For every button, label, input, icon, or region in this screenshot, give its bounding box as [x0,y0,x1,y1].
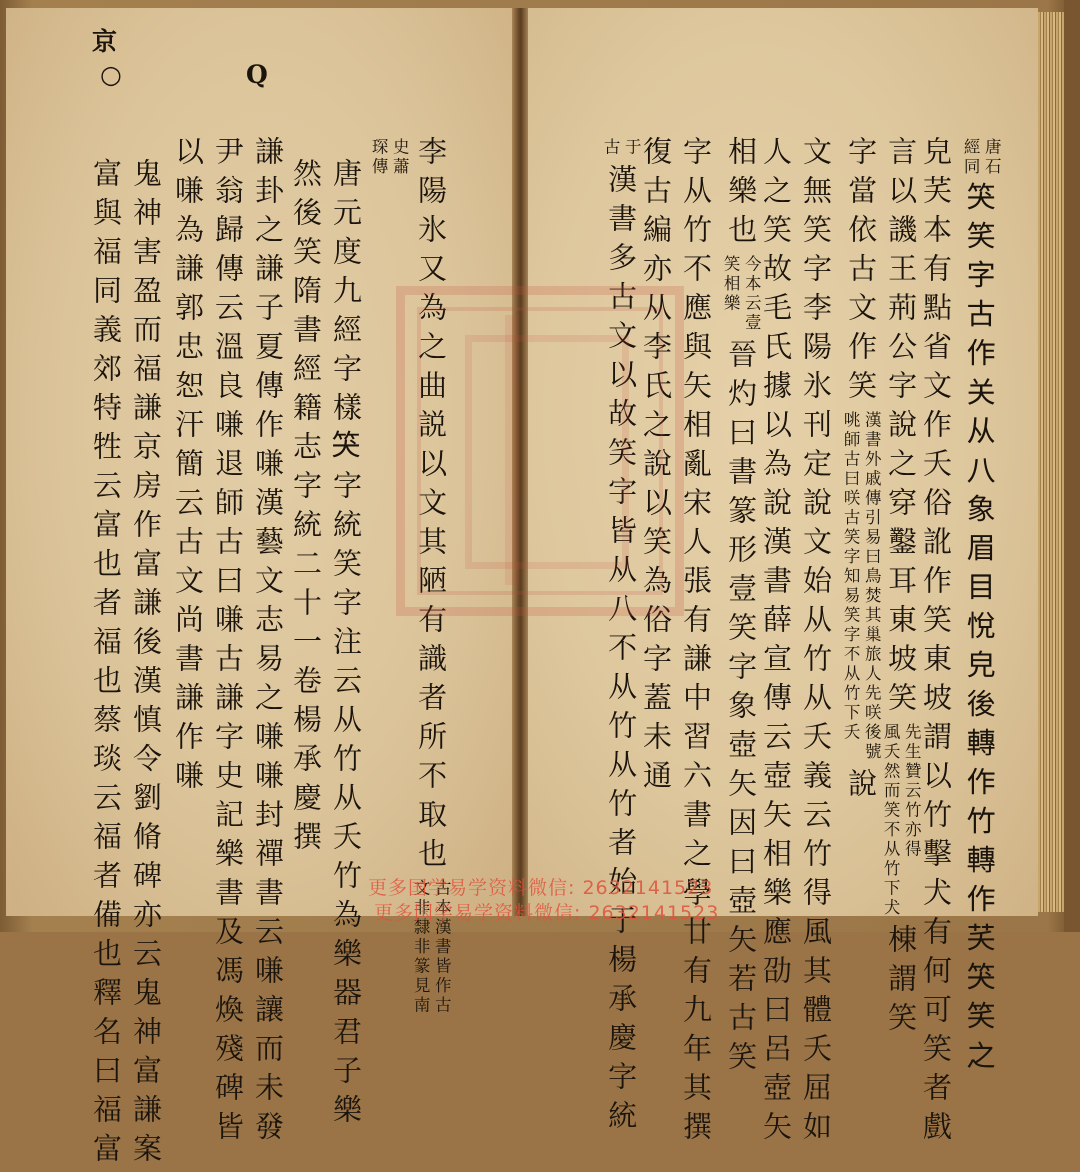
right-column-4 [841,136,880,807]
annotation-line: 咷師古曰咲古笑字知易笑字不从竹下夭 [841,411,861,743]
left-column-4 [289,158,323,860]
left-column-9 [89,158,123,1172]
margin-mark-1: 京 [92,27,118,56]
main-text: 𥬇笑字古作关从八象眉目悅皃後轉作竹轉作芺𥬇笑之 [964,183,999,1080]
right-column-5 [799,136,833,1150]
main-text: 鬼神害盈而福謙京房作富謙後漢慎令劉脩碑亦云鬼神富謙案 [129,158,163,1172]
faded-seal-stamp [396,286,684,616]
annotation-line: 文非隸非篆見南 [411,879,431,1016]
main-text: 以嗛為謙郭忠恕汗簡云古文尚書謙作嗛 [171,136,205,799]
edge-shadow [1064,0,1080,932]
right-column-3 [881,136,920,1041]
annotation-note [601,138,640,158]
right-column-1 [961,136,1000,1080]
main-text: 漢書多古文以故笑字皆从八不从竹从竹者始于楊承慶字統 [604,163,639,1139]
annotation-note [961,138,1000,177]
main-text: 棟謂笑 [884,924,919,1041]
left-column-8 [129,158,163,1172]
annotation-line: 今本云壹 [742,255,762,333]
annotation-line: 于 [622,138,642,158]
right-column-6 [759,136,793,1150]
annotation-line: 經同 [961,138,981,177]
left-column-2 [369,136,408,183]
watermark-line-2: 更多国学易学资料微信: 2632141523 [374,902,720,924]
main-text: 唐元度九經字樣𥬇字統笑字注云从竹从夭竹為樂器君子樂 [329,158,363,1133]
right-column-7 [721,136,760,1080]
right-column-2 [919,136,953,1150]
main-text: 人之笑故毛氏據以為說漢書薛宣傳云壺矢相樂應劭曰呂壺矢 [759,136,793,1150]
main-text: 尹翁歸傳云溫良嗛退師古曰嗛古謙字史記樂書及馮煥殘碑皆 [211,136,245,1150]
annotation-note [841,411,880,762]
annotation-note [721,255,760,333]
annotation-line: 漢書外戚傳引易曰鳥焚其巢旅人先咲後號 [862,411,882,762]
margin-mark-2: ○ [100,60,122,89]
left-column-6 [211,136,245,1150]
left-column-3 [329,158,363,1133]
main-text: 言以譏王荊公字說之穿鑿耳東坡笑 [884,136,919,721]
main-text: 謙卦之謙子夏傳作嗛漢藝文志易之嗛嗛封禪書云嗛讓而未發 [251,136,285,1150]
annotation-note [369,138,408,177]
left-column-7 [171,136,205,799]
annotation-line: 先生贊云竹亦得 [902,723,922,860]
annotation-line: 風夭然而笑不从竹下犬 [881,723,901,918]
annotation-line: 史蕭 [390,138,410,177]
main-text: 富與福同義郊特牲云富也者福也蔡琰云福者備也釋名曰福富 [89,158,123,1172]
main-text: 皃芺本有點省文作夭俗訛作笑東坡謂以竹擊犬有何可笑者戲 [919,136,953,1150]
main-text: 然後笑隋書經籍志字統二十一卷楊承慶撰 [289,158,323,860]
left-column-5 [251,136,285,1150]
annotation-line: 琛傳 [369,138,389,177]
annotation-line: 唐石 [982,138,1002,177]
main-text: 李陽氷又為之曲説以文其陋有識者所不取也 [414,136,449,877]
main-text: 字當依古文作笑 [844,136,879,409]
watermark-line-1: 更多国学易学资料微信: 2632141523 [368,877,714,899]
main-text: 復古編亦从李氏之說以笑為俗字蓋未通 [639,136,673,799]
main-text: 晉灼曰書篆形壹笑字象壺矢因曰壺矢若古笑 [724,339,759,1080]
main-text: 說 [844,768,879,807]
annotation-note [881,723,920,918]
right-column-8 [679,136,713,1150]
main-text: 字从竹不應與矢相亂宋人張有謙中習六書之學廿有九年其撰 [679,136,713,1150]
margin-mark-3: Q [246,60,268,89]
main-text: 相樂也 [724,136,759,253]
annotation-line: 笑相樂 [721,255,741,314]
main-text: 文無笑字李陽氷刊定說文始从竹从夭義云竹得風其體夭屈如 [799,136,833,1150]
annotation-line: 古本漢書皆作古 [432,879,452,1016]
annotation-line: 古 [601,138,621,158]
